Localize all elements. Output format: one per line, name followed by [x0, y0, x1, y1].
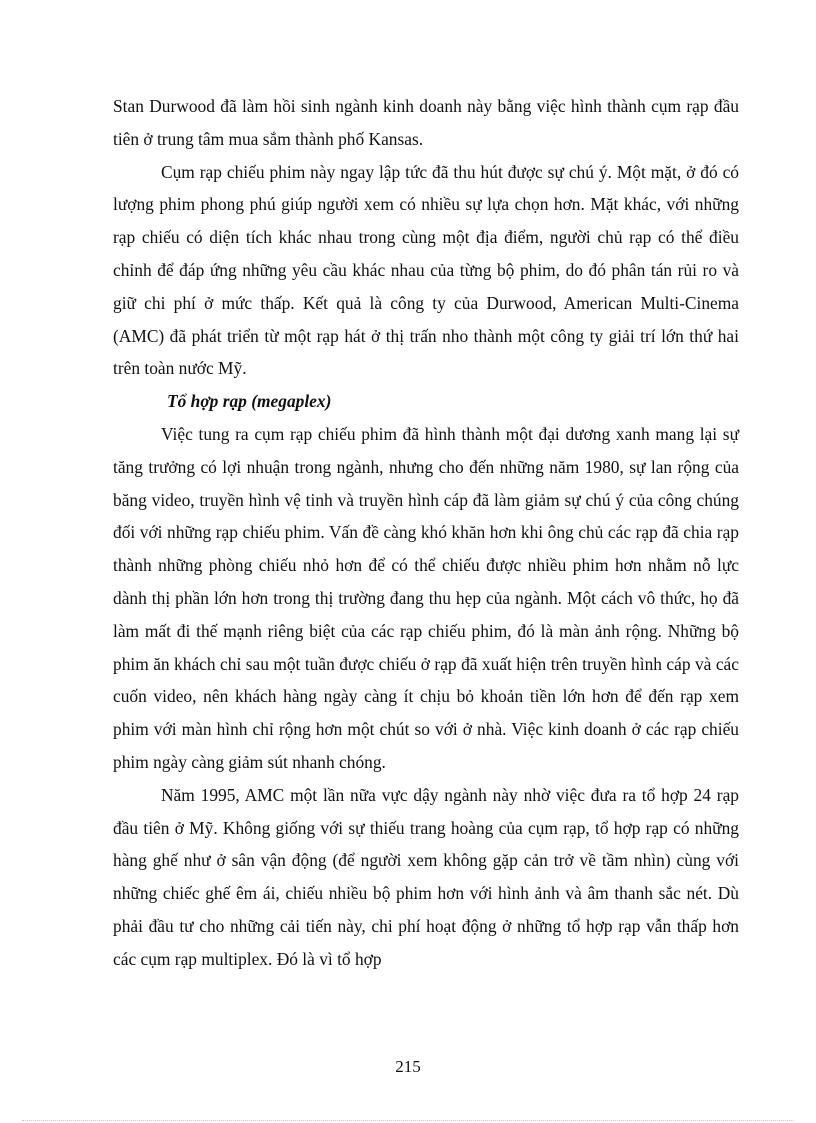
page-bottom-divider: [22, 1120, 794, 1121]
paragraph-continuation: Stan Durwood đã làm hồi sinh ngành kinh doanh này bằng việc hình thành cụm rạp đầu tiên ở trung tâm mua sắm thành phố Kansas.: [113, 96, 739, 149]
paragraph-amc-megaplex: Năm 1995, AMC một lần nữa vực dậy ngành này nhờ việc đưa ra tổ hợp 24 rạp đầu tiên ở Mỹ. Không giống với sự thiếu trang hoàng của cụm rạp, tổ hợp rạp có những hàng ghế như ở sân vận động (để người xem không gặp cản trở về tầm nhìn) cùng với những chiếc ghế êm ái, chiếu nhiều bộ phim hơn với hình ảnh và âm thanh sắc nét. Dù phải đầu tư cho những cải tiến này, chi phí hoạt động ở những tổ hợp rạp vẫn thấp hơn các cụm rạp multiplex. Đó là vì tổ hợp: [113, 784, 739, 969]
paragraph-industry-decline: Việc tung ra cụm rạp chiếu phim đã hình thành một đại dương xanh mang lại sự tăng trưởng có lợi nhuận trong ngành, nhưng cho đến những năm 1980, sự lan rộng của băng video, truyền hình vệ tinh và truyền hình cáp đã làm giảm sự chú ý của công chúng đối với những rạp chiếu phim. Vấn đề càng khó khăn hơn khi ông chủ các rạp đã chia rạp thành những phòng chiếu nhỏ hơn để có thể chiếu được nhiều phim hơn nhằm nỗ lực dành thị phần lớn hơn trong thị trường đang thu hẹp của ngành. Một cách vô thức, họ đã làm mất đi thế mạnh riêng biệt của các rạp chiếu phim, đó là màn ảnh rộng. Những bộ phim ăn khách chỉ sau một tuần được chiếu ở rạp đã xuất hiện trên truyền hình cáp và các cuốn video, nên khách hàng ngày càng ít chịu bỏ khoản tiền lớn hơn để đến rạp xem phim với màn hình chỉ rộng hơn một chút so với ở nhà. Việc kinh doanh ở các rạp chiếu phim ngày càng giảm sút nhanh chóng.: [113, 423, 739, 772]
page-number: 215: [395, 1057, 421, 1076]
page-body: [113, 90, 739, 976]
section-heading-megaplex: Tổ hợp rạp (megaplex): [167, 391, 332, 412]
paragraph-multiplex-success: Cụm rạp chiếu phim này ngay lập tức đã thu hút được sự chú ý. Một mặt, ở đó có lượng phim phong phú giúp người xem có nhiều sự lựa chọn hơn. Mặt khác, với những rạp chiếu có diện tích khác nhau trong cùng một địa điểm, người chủ rạp có thể điều chỉnh để đáp ứng những yêu cầu khác nhau của từng bộ phim, do đó phân tán rủi ro và giữ chi phí ở mức thấp. Kết quả là công ty của Durwood, American Multi-Cinema (AMC) đã phát triển từ một rạp hát ở thị trấn nho thành một công ty giải trí lớn thứ hai trên toàn nước Mỹ.: [113, 161, 739, 379]
